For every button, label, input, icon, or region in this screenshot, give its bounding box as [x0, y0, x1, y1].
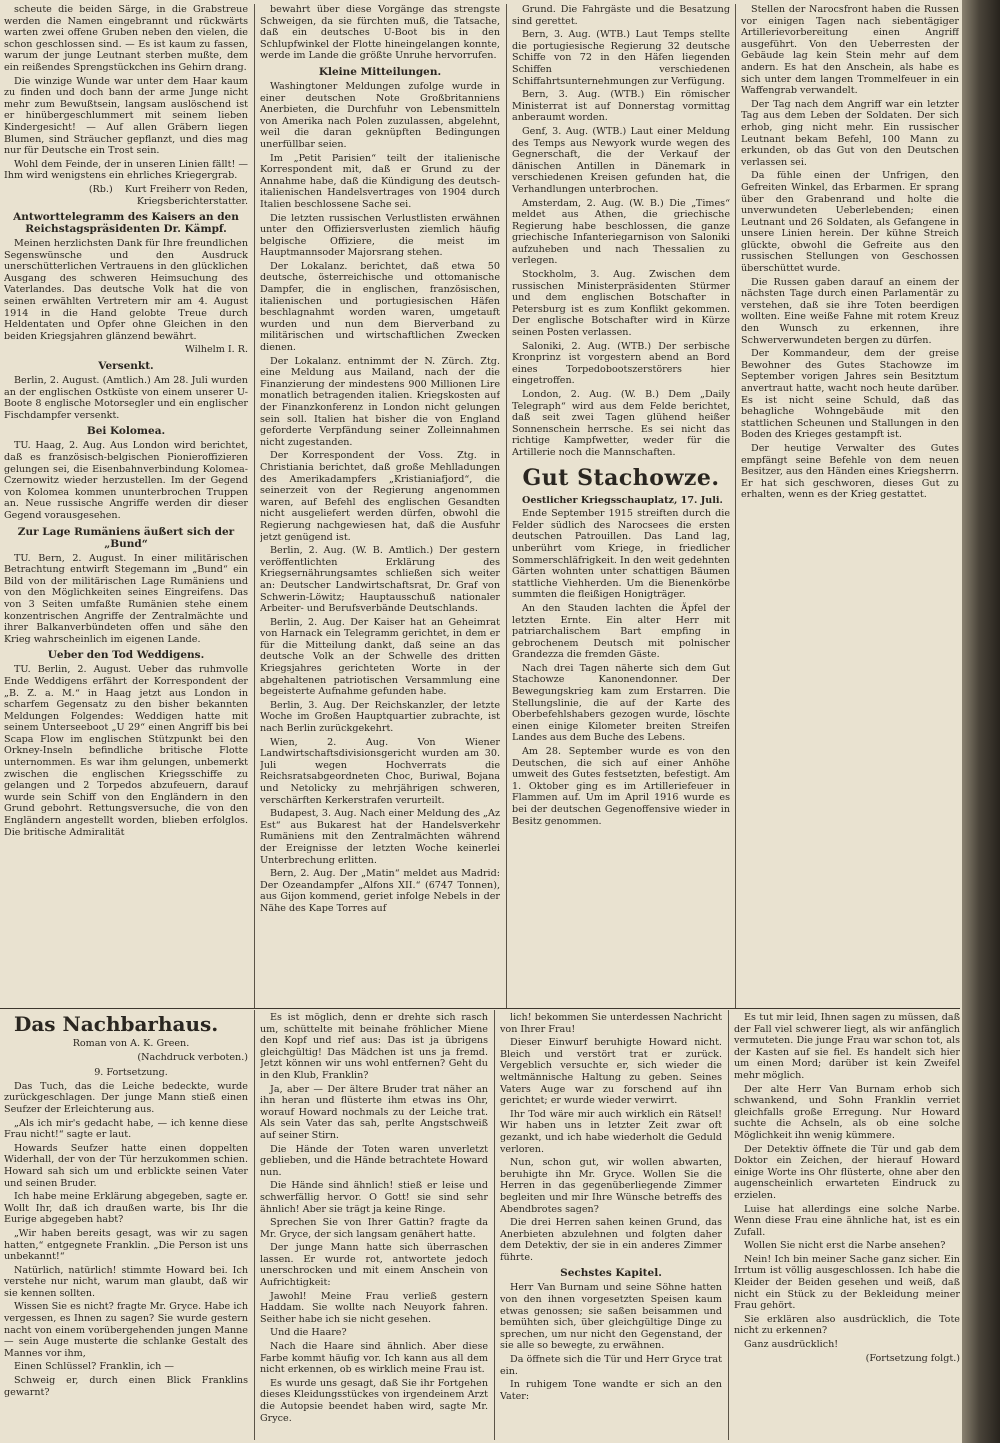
paragraph: Die Hände sind ähnlich! stieß er leise und schwerfällig hervor. O Gott! sie sind sehr ähnlich! Aber sie trägt ja keine Ringe.	[260, 1180, 488, 1215]
paragraph: TU. Bern, 2. August. In einer militärischen Betrachtung entwirft Stegemann im „Bund“ ein Bild von der militärischen Lage Rumäniens und von den Möglichkeiten seines Eingreifens. Das von 3 Seiten umfaßte Rumänien stehe einem konzentrischen Angriffe der Zentralmächte und ihrer Balkanverbündeten offen und sähe den Krieg wahrscheinlich im eigenen Lande.	[4, 552, 248, 645]
column-2	[260, 4, 500, 1006]
binding-edge	[962, 0, 1000, 1443]
paragraph: Die winzige Wunde war unter dem Haar kaum zu finden und doch bann der arme Junge nicht mehr zum Bewußtsein, langsam auslöschend ist er hinübergeschlummert mit seinem lieben Kindergesicht! — Auf allen Gräbern liegen Blumen, sind Sträucher gepflanzt, und dies mag nur für Deutsche ein Trost sein.	[4, 75, 248, 157]
paragraph: Natürlich, natürlich! stimmte Howard bei. Ich verstehe nur nicht, warum man glaubt, daß wir sie kennen sollten.	[4, 1264, 248, 1299]
column-rule	[494, 1010, 495, 1440]
paragraph: Washingtoner Meldungen zufolge wurde in einer deutschen Note Großbritanniens Anerbieten, die Durchfuhr von Lebensmitteln von Amerika nach Polen zuzulassen, abgelehnt, weil die daran geknüpften Bedingungen unerfüllbar seien.	[260, 80, 500, 150]
paragraph: Genf, 3. Aug. (WTB.) Laut einer Meldung des Temps aus Newyork wurde wegen des Gegnerschaft, die der Verkauf der dänischen Antillen in Dänemark in verschiedenen Kreisen gefunden hat, die Verhandlungen unterbrochen.	[512, 125, 730, 195]
paragraph: Und die Haare?	[270, 1327, 347, 1339]
paragraph: Ja, aber — Der ältere Bruder trat näher an ihn heran und flüsterte ihm etwas ins Ohr, worauf Howard nochmals zu der Leiche trat. Als sein Vater das sah, perlte Angstschweiß auf seiner Stirn.	[260, 1083, 488, 1141]
paragraph: London, 2. Aug. (W. B.) Dem „Daily Telegraph“ wird aus dem Felde berichtet, daß seit zwei Tagen glühend heißer Sonnenschein herrsche. Es sei nicht das richtige Kampfwetter, weder für die Artillerie noch die Mannschaften.	[512, 389, 730, 458]
paragraph: Sprechen Sie von Ihrer Gattin? fragte da Mr. Gryce, der sich langsam genähert hatte.	[260, 1217, 488, 1240]
signature-kaiser: Wilhelm I. R.	[184, 344, 248, 356]
paragraph: Der Kommandeur, dem der greise Bewohner des Gutes Stachowze im September vorigen Jahres sein Besitztum anvertraut hatte, wacht noch heute darüber. Es ist nicht seine Schuld, daß das behagliche Wohngebäude mit den stattlichen Scheunen und Stallungen in den Boden des Krieges gestampft ist.	[741, 348, 959, 441]
paragraph: Nach die Haare sind ähnlich. Aber diese Farbe kommt häufig vor. Ich kann aus all dem nicht erkennen, ob es wirklich meine Frau ist.	[260, 1341, 488, 1376]
paragraph: Wien, 2. Aug. Von Wiener Landwirtschaftsdivisionsgericht wurden am 30. Juli wegen Hochverrats die Reichsratsabgeordneten Choc, Buriwal, Bojana und Netolicky zu mehrjährigen schweren, verschärften Kerkerstrafen verurteilt.	[260, 736, 500, 806]
serial-part: 9. Fortsetzung.	[94, 1067, 168, 1079]
paragraph: Wohl dem Feinde, der in unseren Linien fällt! — Ihm wird wenigstens ein ehrliches Kriegergrab.	[4, 158, 248, 182]
paragraph: scheute die beiden Särge, in die Grabstreue werden die Namen eingebrannt und rückwärts warten zwei offene Gruben neben den vielen, die schon geschlossen sind. — Es ist kaum zu fassen, warum der junge Leutnant sterben mußte, dem ein reißendes Sprengstückchen ins Gehirn drang.	[4, 4, 248, 73]
column-rule	[728, 1010, 729, 1440]
paragraph: Howards Seufzer hatte einen doppelten Widerhall, der von der Tür herzukommen schien. Howard sah sich um und erblickte seinen Vater und seinen Bruder.	[4, 1142, 248, 1189]
paragraph: In ruhigem Tone wandte er sich an den Vater:	[500, 1379, 722, 1402]
serial-note: (Nachdruck verboten.)	[137, 1051, 248, 1063]
paragraph: Der alte Herr Van Burnam erhob sich schwankend, und Sohn Franklin verriet gleichfalls große Erregung. Nur Howard suchte die Achseln, als ob eine solche Möglichkeit ihn wenig kümmere.	[734, 1083, 960, 1141]
paragraph: Der junge Mann hatte sich überraschen lassen. Er wurde rot, antwortete jedoch unerschrocken und mit einem Anschein von Aufrichtigkeit:	[260, 1242, 488, 1289]
headline-kleine-mitteilungen: Kleine Mitteilungen.	[318, 65, 442, 78]
column-3	[512, 4, 730, 1006]
paragraph: Ihr Tod wäre mir auch wirklich ein Rätsel! Wir haben uns in letzter Zeit zwar oft gezankt, und ich habe wiederholt die Geduld verloren.	[500, 1108, 722, 1155]
paragraph: bewahrt über diese Vorgänge das strengste Schweigen, da sie fürchten muß, die Tatsache, daß ein deutsches U-Boot bis in den Schlupfwinkel der Flotte hineingelangen konnte, werde im Lande die größte Unruhe hervorrufen.	[260, 4, 500, 62]
serial-column-2	[260, 1012, 488, 1440]
column-4	[741, 4, 959, 1006]
paragraph: Da öffnete sich die Tür und Herr Gryce trat ein.	[500, 1354, 722, 1377]
paragraph: Amsterdam, 2. Aug. (W. B.) Die „Times“ meldet aus Athen, die griechische Regierung habe beschlossen, die ganze griechische Infanteriegarnison von Saloniki aufzuheben und nach Thessalien zu verlegen.	[512, 197, 730, 267]
section-divider	[0, 1008, 960, 1009]
paragraph: Im „Petit Parisien“ teilt der italienische Korrespondent mit, daß er Grund zu der Annahme habe, daß die Kündigung des deutsch-italienischen Handelsvertrages von 1904 durch Italien beschlossene Sache sei.	[260, 152, 500, 210]
paragraph: Bern, 3. Aug. (WTB.) Laut Temps stellte die portugiesische Regierung 32 deutsche Schiffe von 72 in den Häfen liegenden Schiffen verschiedenen Schiffahrtsunternehmungen zur Verfügung.	[512, 29, 730, 87]
paragraph: Der Lokalanz. berichtet, daß etwa 50 deutsche, österreichische und ottomanische Dampfer, die in englischen, französischen, italienischen und portugiesischen Häfen beschlagnahmt worden waren, umgetauft wurden und nun dem Bierverband zu militärischen und wirtschaftlichen Zwecken dienen.	[260, 260, 500, 354]
byline-left: (Rb.)	[88, 183, 113, 195]
byline-right: Kurt Freiherr von Reden, Kriegsberichterstatter.	[124, 183, 248, 207]
paragraph: Berlin, 2. Aug. Der Kaiser hat an Geheimrat von Harnack ein Telegramm gerichtet, in dem er für die Mitteilung dankt, daß seine an das deutsche Volk an der Schwelle des dritten Kriegsjahres gerichteten Worte in der abgehaltenen patriotischen Versammlung eine begeisterte Aufnahme gefunden habe.	[260, 616, 500, 698]
serial-column-1	[4, 1012, 248, 1440]
continuation-note: (Fortsetzung folgt.)	[865, 1352, 960, 1364]
paragraph: Der Detektiv öffnete die Tür und gab dem Doktor ein Zeichen, der hierauf Howard einige Worte ins Ohr flüsterte, ohne aber den augenscheinlich erwarteten Eindruck zu erzielen.	[734, 1143, 960, 1201]
paragraph: TU. Haag, 2. Aug. Aus London wird berichtet, daß es französisch-belgischen Pionieroffizieren gelungen sei, die Eisenbahnverbindung Kolomea-Czernowitz wieder herzustellen. Im der Gegend von Kolomea kommen ununterbrochen Truppen an. Neue russische Angriffe werden dir dieser Gegend vorausgesehen.	[4, 440, 248, 521]
paragraph: Nach drei Tagen näherte sich dem Gut Stachowze Kanonendonner. Der Bewegungskrieg kam zum Erstarren. Die Stellungslinie, die auf der Karte des Oberbefehlshabers gezogen wurde, löschte einen einige Kilometer breiten Streifen Landes aus dem Buche des Lebens.	[512, 662, 730, 744]
paragraph: Schweig er, durch einen Blick Franklins gewarnt?	[4, 1375, 248, 1398]
paragraph: Budapest, 3. Aug. Nach einer Meldung des „Az Est“ aus Bukarest hat der Handelsverkehr Rumäniens mit den Zentralmächten während der Ereignisse der letzten Woche keinerlei Unterbrechung erlitten.	[260, 808, 500, 866]
paragraph: Dieser Einwurf beruhigte Howard nicht. Bleich und verstört trat er zurück. Vergeblich versuchte er, sich wieder die weltmännische Haltung zu geben. Seines Vaters Auge war zu forschend auf ihn gerichtet; er wurde wieder verwirrt.	[500, 1037, 722, 1107]
paragraph: Die letzten russischen Verlustlisten erwähnen unter den Offiziersverlusten ziemlich häufig belgische Offiziere, die meist im Hauptmannsoder Majorsrang stehen.	[260, 212, 500, 259]
serial-author: Roman von A. K. Green.	[72, 1038, 190, 1049]
paragraph: „Als ich mir's gedacht habe, — ich kenne diese Frau nicht!“ sagte er laut.	[4, 1117, 248, 1141]
paragraph: Es tut mir leid, Ihnen sagen zu müssen, daß der Fall viel schwerer liegt, als wir anfänglich vermuteten. Die junge Frau war schon tot, als der Kasten auf sie fiel. Es handelt sich hier um einen Mord; darüber ist kein Zweifel mehr möglich.	[734, 1012, 960, 1081]
headline-rumaenien: Zur Lage Rumäniens äußert sich der „Bund“	[17, 525, 235, 550]
paragraph: Einen Schlüssel? Franklin, ich —	[14, 1361, 174, 1373]
paragraph: Bern, 2. Aug. Der „Matin“ meldet aus Madrid: Der Ozeandampfer „Alfons XII.“ (6747 Tonnen), aus Gijon kommend, geriet infolge Nebels in der Nähe des Kape Torres auf	[260, 868, 500, 914]
headline-telegramm: Antworttelegramm des Kaisers an den Reichstagspräsidenten Dr. Kämpf.	[13, 211, 239, 236]
column-rule	[506, 4, 507, 1008]
column-rule	[735, 4, 736, 1008]
column-rule	[254, 1010, 255, 1440]
paragraph: Die Hände der Toten waren unverletzt geblieben, und die Hände betrachtete Howard nun.	[260, 1143, 488, 1178]
paragraph: Wissen Sie es nicht? fragte Mr. Gryce. Habe ich vergessen, es Ihnen zu sagen? Sie wurde gestern nacht von einem vorübergehenden jungen Manne — sein Auge musterte die schlanke Gestalt des Mannes vor ihm,	[4, 1301, 248, 1359]
paragraph: Es ist möglich, denn er drehte sich rasch um, schüttelte mit beinahe fröhlicher Miene den Kopf und rief aus: Das ist ja übrigens gleichgültig! Das Mädchen ist uns ja fremd. Jetzt können wir uns wohl entfernen? Geht du in den Klub, Franklin?	[260, 1012, 488, 1081]
paragraph: An den Stauden lachten die Äpfel der letzten Ernte. Ein alter Herr mit patriarchalischem Bart empfing in gebrochenem Deutsch mit polnischer Grandezza die fremden Gäste.	[512, 602, 730, 661]
paragraph: Berlin, 2. August. (Amtlich.) Am 28. Juli wurden an der englischen Ostküste von einem unserer U-Boote 8 englische Motorsegler und ein englischer Fischdampfer versenkt.	[4, 375, 248, 421]
paragraph: Der Lokalanz. entnimmt der N. Zürch. Ztg. eine Meldung aus Mailand, nach der die Finanzierung der mindestens 900 Millionen Lire monatlich betragenden italien. Kriegskosten auf der Finanzkonferenz in London nicht gelungen sein soll. Italien hat bisher die von England geforderte Verpfändung seiner Zolleinnahmen nicht zugestanden.	[260, 355, 500, 448]
paragraph: Luise hat allerdings eine solche Narbe. Wenn diese Frau eine ähnliche hat, ist es ein Zufall.	[734, 1203, 960, 1238]
paragraph: Ende September 1915 streiften durch die Felder südlich des Narocsees die ersten deutschen Patrouillen. Das Land lag, unberührt vom Kriege, in friedlicher Sommerschläfrigkeit. In den weit gedehnten Gärten wohnten unter schattigen Bäumen stattliche Viehherden. Um die Bienenkörbe summten die fleißigen Honigträger.	[512, 508, 730, 601]
headline-versenkt: Versenkt.	[98, 360, 154, 373]
paragraph: Das Tuch, das die Leiche bedeckte, wurde zurückgeschlagen. Der junge Mann stieß einen Seufzer der Erleichterung aus.	[4, 1080, 248, 1115]
paragraph: Nun, schon gut, wir wollen abwarten, beruhigte ihn Mr. Gryce. Wollen Sie die Herren in das gegenüberliegende Zimmer begleiten und mir Ihre Wünsche betreffs des Abendbrotes sagen?	[500, 1157, 722, 1215]
paragraph: Ich habe meine Erklärung abgegeben, sagte er. Wollt Ihr, daß ich draußen warte, bis Ihr die Eurige abgegeben habt?	[4, 1191, 248, 1226]
paragraph: Jawohl! Meine Frau verließ gestern Haddam. Sie wollte nach Neuyork fahren. Seither habe ich sie nicht gesehen.	[260, 1290, 488, 1325]
paragraph: Stockholm, 3. Aug. Zwischen dem russischen Ministerpräsidenten Stürmer und dem englischen Botschafter in Petersburg ist es zum Konflikt gekommen. Der englische Botschafter wird in Kürze seinen Posten verlassen.	[512, 269, 730, 339]
paragraph: Stellen der Narocsfront haben die Russen vor einigen Tagen nach siebentägiger Artillerievorbereitung einen Angriff ausgeführt. Von den Ueberresten der Gebäude lag kein Stein mehr auf dem andern. Es hat den Anschein, als habe es sich unter dem langen Trommelfeuer in ein Waffengrab verwandelt.	[741, 4, 959, 97]
headline-gut-stachowze: Gut Stachowze.	[522, 464, 720, 491]
serial-title: Das Nachbarhaus.	[14, 1012, 219, 1036]
paragraph: lich! bekommen Sie unterdessen Nachricht von Ihrer Frau!	[500, 1012, 722, 1035]
paragraph: Saloniki, 2. Aug. (WTB.) Der serbische Kronprinz ist vorgestern abend an Bord eines Torpedobootszerstörers hier eingetroffen.	[512, 340, 730, 387]
paragraph: Es wurde uns gesagt, daß Sie ihr Fortgehen dieses Kleidungsstückes von irgendeinem Arzt die Autopsie beendet haben wird, sagte Mr. Gryce.	[260, 1377, 488, 1424]
paragraph: Nein! Ich bin meiner Sache ganz sicher. Ein Irrtum ist völlig ausgeschlossen. Ich habe die Kleider der Beiden gesehen und weiß, daß nicht ein Stück zu der Bekleidung meiner Frau gehört.	[734, 1253, 960, 1312]
paragraph: Sie erklären also ausdrücklich, die Tote nicht zu erkennen?	[734, 1313, 960, 1337]
byline	[4, 184, 248, 207]
paragraph: Wollen Sie nicht erst die Narbe ansehen?	[744, 1240, 946, 1252]
chapter-heading: Sechstes Kapitel.	[560, 1267, 662, 1280]
serial-column-3	[500, 1012, 722, 1440]
paragraph: „Wir haben bereits gesagt, was wir zu sagen hatten,“ entgegnete Franklin. „Die Person ist uns unbekannt!“	[4, 1227, 248, 1263]
paragraph: TU. Berlin, 2. August. Ueber das ruhmvolle Ende Weddigens erfährt der Korrespondent der „B. Z. a. M.“ in Haag jetzt aus London in scharfem Gegensatz zu den bisher bekannten Meldungen Folgendes: Weddigen hatte mit seinem Unterseeboot „U 29“ einen Angriff bis bei Scapa Flow im englischen Stützpunkt bei den Orkney-Inseln befindliche britische Flotte unternommen. Es war ihm gelungen, unbemerkt zwischen die englischen Kriegsschiffe zu gelangen und 2 Torpedos abzufeuern, darauf wurde sein Schiff von den Engländern in den Grund gebohrt. Rettungsversuche, die von den Engländern angestellt worden, blieben erfolglos. Die britische Admiralität	[4, 664, 248, 838]
paragraph: Der heutige Verwalter des Gutes empfängt seine Befehle von dem neuen Besitzer, aus den Händen eines Kriegsherrn. Er hat sich geschworen, dieses Gut zu erhalten, wenn es der Krieg gestattet.	[741, 442, 959, 501]
paragraph: Der Korrespondent der Voss. Ztg. in Christiania berichtet, daß große Mehlladungen des Amerikadampfers „Kristianiafjord“, die seinerzeit von der Regierung angenommen waren, auf Befehl des englischen Gesandten nicht ausgeliefert werden dürfen, obwohl die Regierung nachgewiesen hat, daß die Ausfuhr jetzt genügend ist.	[260, 450, 500, 543]
paragraph: Bern, 3. Aug. (WTB.) Ein römischer Ministerrat ist auf Donnerstag vormittag anberaumt worden.	[512, 89, 730, 124]
paragraph: Am 28. September wurde es von den Deutschen, die sich auf einer Anhöhe umweit des Gutes festsetzten, befestigt. Am 1. Oktober ging es im Artilleriefeuer in Flammen auf. Um im April 1916 wurde es bei der deutschen Gegenoffensive wieder in Besitz genommen.	[512, 746, 730, 827]
column-rule	[254, 4, 255, 1008]
paragraph: Grund. Die Fahrgäste und die Besatzung sind gerettet.	[512, 4, 730, 27]
paragraph: Herr Van Burnam und seine Söhne hatten von den ihnen vorgesetzten Speisen kaum etwas genossen; sie saßen beisammen und bemühten sich, über gleichgültige Dinge zu sprechen, um nur nicht den Gegenstand, der sie alle so bewegte, zu erwähnen.	[500, 1282, 722, 1352]
paragraph: Der Tag nach dem Angriff war ein letzter Tag aus dem Leben der Soldaten. Der sich erhob, ging nicht mehr. Ein russischer Leutnant bekam Befehl, 100 Mann zu erkunden, ob das Gut von den Deutschen verlassen sei.	[741, 98, 959, 168]
headline-kolomea: Bei Kolomea.	[86, 425, 166, 438]
paragraph: Berlin, 2. Aug. (W. B. Amtlich.) Der gestern veröffentlichten Erklärung des Kriegsernährungsamtes schließen sich weiter an: Deutscher Landwirtschaftsrat, Dr. Graf von Schwerin-Löwitz; Hauptausschuß nationaler Arbeiter- und Berufsverbände Deutschlands.	[260, 545, 500, 615]
paragraph: Die Russen gaben darauf an einem der nächsten Tage durch einen Parlamentär zu verstehen, daß sie ihre Toten beerdigen wollten. Eine weiße Fahne mit rotem Kreuz den Wunsch zu erkennen, ihre Schwerverwundeten bergen zu dürfen.	[741, 276, 959, 346]
serial-column-4	[734, 1012, 960, 1440]
paragraph: Ganz ausdrücklich!	[744, 1339, 839, 1351]
paragraph: Berlin, 3. Aug. Der Reichskanzler, der letzte Woche im Großen Hauptquartier zubrachte, ist nach Berlin zurückgekehrt.	[260, 699, 500, 735]
column-1	[4, 4, 248, 1006]
paragraph: Da fühle einen der Unfrigen, den Gefreiten Winkel, das Erbarmen. Er sprang über den Grabenrand und holte die unverwundeten Ueberlebenden; einen Leutnant und 26 Soldaten, als Gefangene in unsere Linien herein. Der kühne Streich glückte, obwohl die Gefreite aus den russischen Stellungen von Geschossen überschüttet wurde.	[741, 170, 959, 275]
paragraph: Meinen herzlichsten Dank für Ihre freundlichen Segenswünsche und den Ausdruck unerschütterlichen Vertrauens in den glücklichen Ausgang des schweren Heimsuchung des Vaterlandes. Das deutsche Volk hat die von seinen erwählten Vertretern mir am 4. August 1914 in die Hand gelobte Treue durch Heldentaten und Opfer ohne Gleichen in den beiden Kriegsjahren glänzend bewährt.	[4, 238, 248, 342]
headline-weddigen: Ueber den Tod Weddigens.	[47, 649, 205, 662]
paragraph: Die drei Herren sahen keinen Grund, das Anerbieten abzulehnen und folgten daher dem Detektiv, der sie in ein anderes Zimmer führte.	[500, 1217, 722, 1263]
dateline: Oestlicher Kriegsschauplatz, 17. Juli.	[522, 494, 723, 506]
